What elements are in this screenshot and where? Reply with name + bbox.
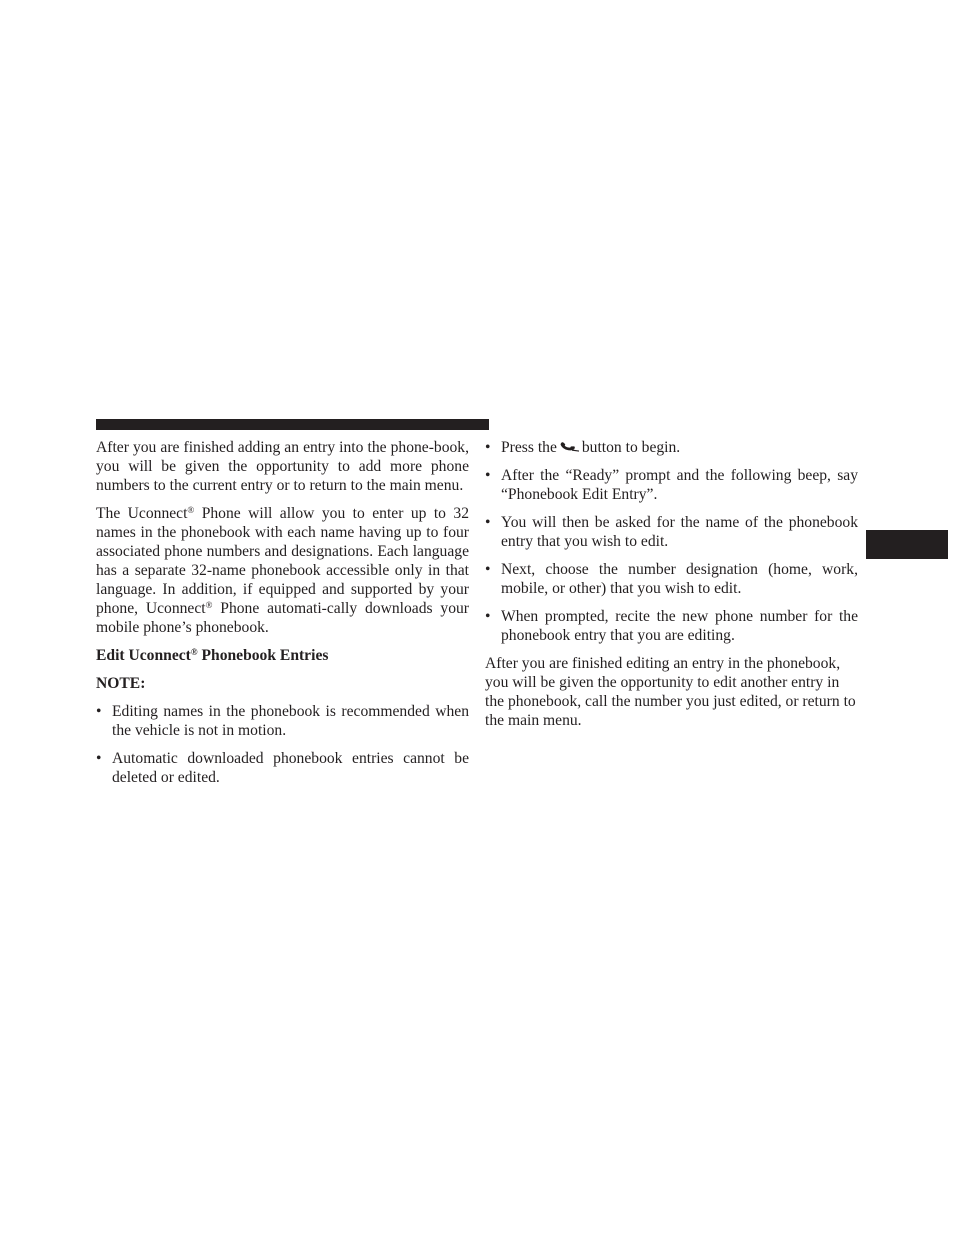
note-label: NOTE: bbox=[96, 675, 146, 692]
phone-icon bbox=[560, 439, 580, 453]
list-item: • Next, choose the number designation (home, work, mobile, or other) that you wish to edit. bbox=[485, 561, 858, 597]
chapter-tab bbox=[866, 530, 948, 559]
section-heading: Edit Uconnect® Phonebook Entries bbox=[96, 647, 329, 664]
list-item: • Editing names in the phonebook is recommended when the vehicle is not in motion. bbox=[96, 703, 469, 739]
list-item: • After the “Ready” prompt and the following beep, say “Phonebook Edit Entry”. bbox=[485, 467, 858, 503]
note-list bbox=[96, 702, 469, 787]
list-item: • Automatic downloaded phonebook entries cannot be deleted or edited. bbox=[96, 750, 469, 786]
list-item: • Press the button to begin. bbox=[485, 439, 681, 456]
right-column bbox=[485, 438, 858, 739]
list-item: • When prompted, recite the new phone number for the phonebook entry that you are editing. bbox=[485, 608, 858, 644]
step-list bbox=[485, 438, 858, 645]
phonebook-capacity-paragraph: The Uconnect® Phone will allow you to enter up to 32 names in the phonebook with each name having up to four associated phone numbers and designations. Each language has a separate 32-name phonebook accessible only in that language. In addition, if equipped and supported by your phone, Uconnect® Phone automati-cally downloads your mobile phone’s phonebook. bbox=[96, 505, 470, 636]
intro-paragraph: After you are finished adding an entry into the phone-book, you will be given the opportunity to add more phone numbers to the current entry or to return to the main menu. bbox=[96, 439, 469, 494]
section-rule bbox=[96, 419, 489, 430]
list-item: • You will then be asked for the name of the phonebook entry that you wish to edit. bbox=[485, 514, 858, 550]
closing-paragraph: After you are finished editing an entry in the phonebook, you will be given the opportunity to edit another entry in the phonebook, call the number you just edited, or return to the main menu. bbox=[485, 655, 856, 729]
left-column bbox=[96, 438, 469, 796]
